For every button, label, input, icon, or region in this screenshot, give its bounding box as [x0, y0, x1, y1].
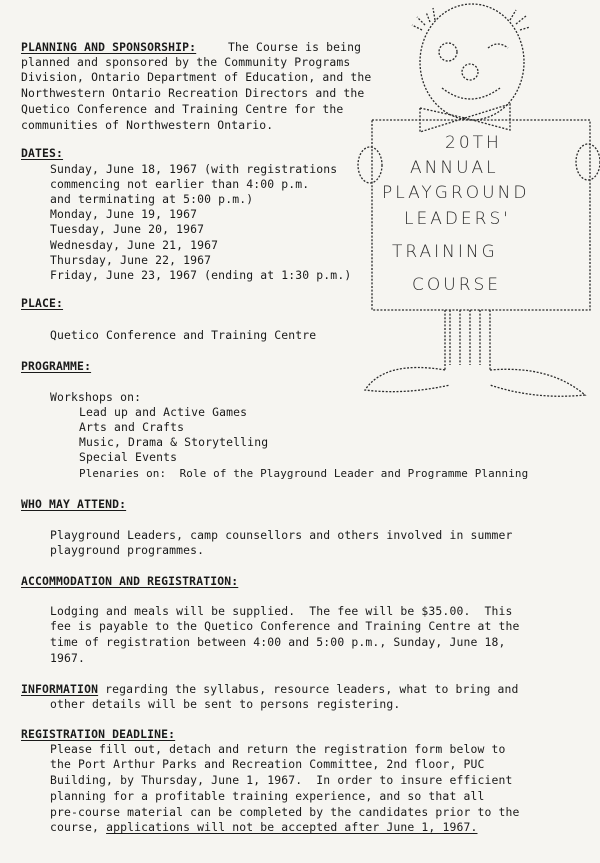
clown-right-shoe — [490, 369, 585, 396]
dates-line-3: and terminating at 5:00 p.m.) — [50, 192, 254, 206]
planning-heading: PLANNING AND SPONSORSHIP: — [21, 40, 197, 54]
attend-line-2: playground programmes. — [50, 543, 205, 557]
sign-line-3: PLAYGROUND — [382, 183, 530, 203]
clown-legs — [445, 310, 490, 370]
accommodation-line-2: fee is payable to the Quetico Conference and Training Centre at the — [50, 619, 520, 633]
clown-hair-left — [412, 8, 435, 30]
accommodation-line-3: time of registration between 4:00 and 5:00 p.m., Sunday, June 18, — [50, 635, 506, 649]
accommodation-line-4: 1967. — [50, 651, 86, 665]
planning-line-6: communities of Northwestern Ontario. — [21, 118, 274, 132]
dates-line-4: Monday, June 19, 1967 — [50, 207, 198, 221]
clown-head — [420, 4, 524, 120]
deadline-last-prefix: course, — [50, 820, 100, 834]
clown-right-eye — [488, 44, 508, 48]
programme-intro: Workshops on: — [50, 390, 142, 404]
deadline-line-5: pre-course material can be completed by the candidates prior to the — [50, 805, 520, 819]
deadline-line-2: the Port Arthur Parks and Recreation Committee, 2nd floor, PUC — [50, 757, 485, 771]
programme-heading: PROGRAMME: — [21, 359, 92, 373]
programme-item-4: Special Events — [79, 450, 178, 464]
sign-line-6: COURSE — [412, 275, 502, 295]
sign-line-1: 20TH — [445, 133, 502, 153]
clown-left-shoe — [365, 368, 450, 392]
deadline-line-3: Building, by Thursday, June 1, 1967. In order to insure efficient — [50, 773, 513, 787]
information-text-1: regarding the syllabus, resource leaders, what to bring and — [98, 682, 519, 696]
deadline-line-1: Please fill out, detach and return the registration form below to — [50, 742, 506, 756]
dates-line-2: commencing not earlier than 4:00 p.m. — [50, 177, 310, 191]
dates-line-6: Wednesday, June 21, 1967 — [50, 238, 219, 252]
planning-line-2: planned and sponsored by the Community Programs — [21, 55, 351, 69]
deadline-heading: REGISTRATION DEADLINE: — [21, 727, 176, 741]
planning-line-3: Division, Ontario Department of Education, and the — [21, 70, 372, 84]
programme-item-1: Lead up and Active Games — [79, 405, 248, 419]
dates-line-8: Friday, June 23, 1967 (ending at 1:30 p.m.) — [50, 268, 352, 282]
clown-mouth — [442, 88, 500, 99]
clown-left-hand — [358, 147, 382, 183]
information-heading: INFORMATION — [21, 682, 99, 696]
clown-bow-tie — [420, 104, 510, 132]
deadline-line-6 — [50, 820, 478, 835]
place-heading: PLACE: — [21, 296, 64, 310]
clown-right-hand — [576, 144, 600, 180]
dates-heading: DATES: — [21, 146, 64, 160]
planning-line-4: Northwestern Ontario Recreation Directors and the — [21, 86, 365, 100]
dates-line-7: Thursday, June 22, 1967 — [50, 253, 212, 267]
accommodation-heading: ACCOMMODATION AND REGISTRATION: — [21, 574, 239, 588]
accommodation-line-1: Lodging and meals will be supplied. The fee will be $35.00. This — [50, 604, 513, 618]
planning-line-1: The Course is being — [228, 40, 362, 54]
sign-line-5: TRAINING — [392, 242, 498, 262]
dates-line-1: Sunday, June 18, 1967 (with registrations — [50, 162, 338, 176]
dates-line-5: Tuesday, June 20, 1967 — [50, 222, 205, 236]
clown-left-eye — [439, 43, 457, 61]
information-line-1 — [21, 682, 519, 697]
sign-line-4: LEADERS' — [404, 209, 511, 229]
programme-item-3: Music, Drama & Storytelling — [79, 435, 269, 449]
information-line-2: other details will be sent to persons registering. — [50, 697, 401, 711]
deadline-emphasis: applications will not be accepted after June 1, 1967. — [106, 820, 478, 834]
attend-heading: WHO MAY ATTEND: — [21, 497, 127, 511]
programme-item-2: Arts and Crafts — [79, 420, 185, 434]
programme-item-5: Plenaries on: Role of the Playground Leader and Programme Planning — [79, 467, 529, 480]
place-value: Quetico Conference and Training Centre — [50, 328, 317, 342]
planning-line-5: Quetico Conference and Training Centre for the — [21, 102, 344, 116]
clown-nose — [462, 64, 478, 80]
deadline-line-4: planning for a profitable training experience, and so that all — [50, 789, 485, 803]
attend-line-1: Playground Leaders, camp counsellors and others involved in summer — [50, 528, 513, 542]
sign-line-2: ANNUAL — [410, 158, 499, 178]
